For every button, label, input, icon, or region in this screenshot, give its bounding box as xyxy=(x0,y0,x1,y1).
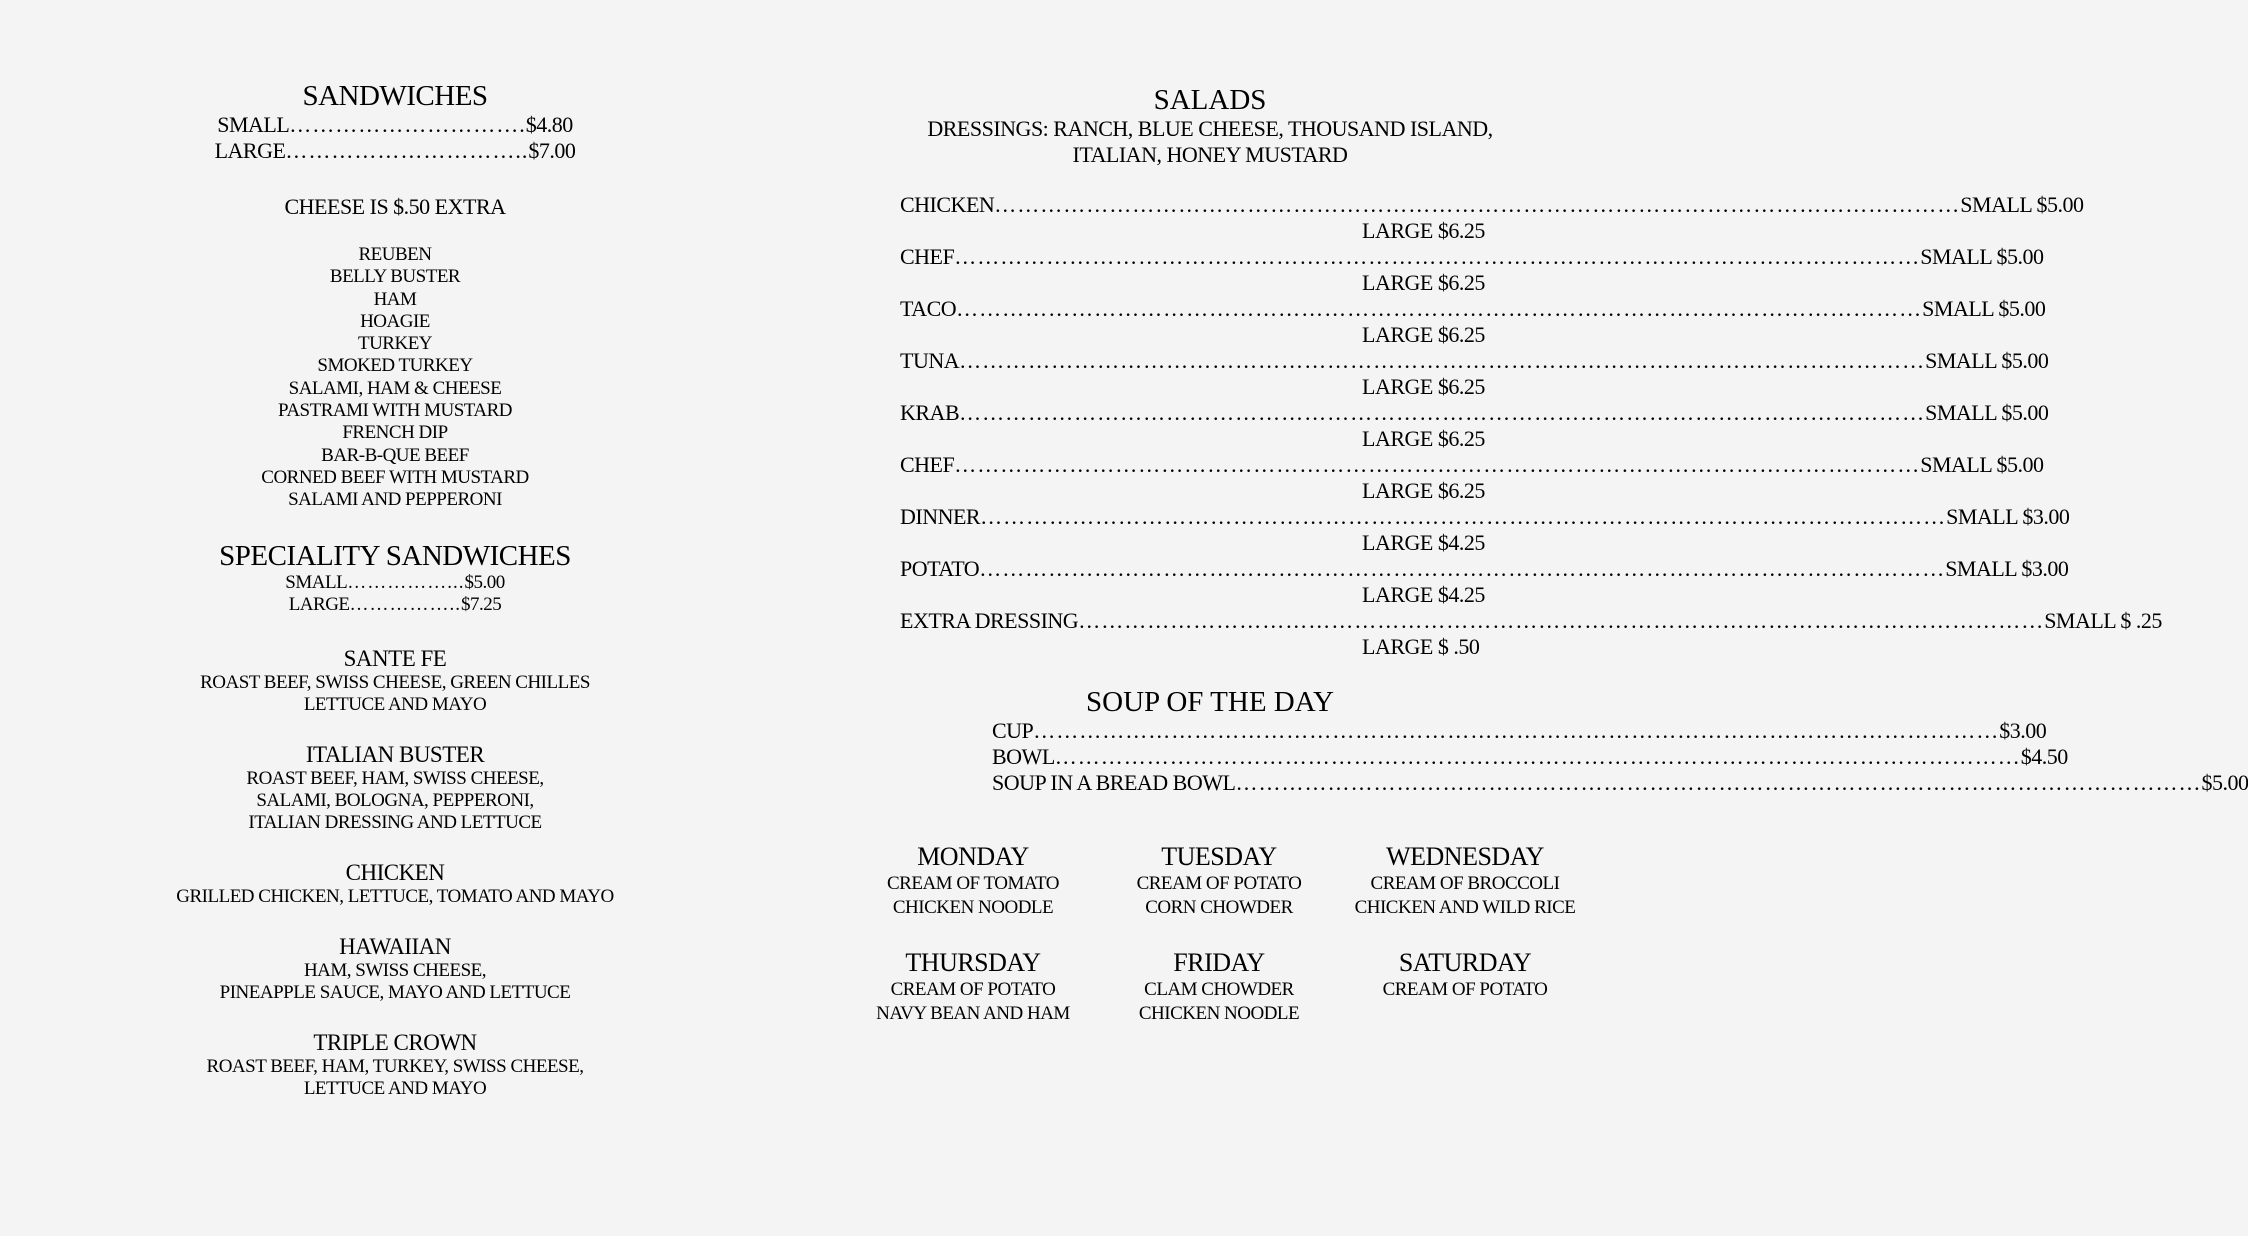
salad-name: TACO xyxy=(900,296,957,321)
salad-large-price: LARGE $6.25 xyxy=(1362,270,1485,295)
dot-leader: ……………………………………………………………………………………………………………… xyxy=(1054,744,2021,769)
salad-item xyxy=(900,348,2049,400)
salad-small-price: SMALL $3.00 xyxy=(1945,556,2069,581)
soup-price: $3.00 xyxy=(1999,718,2047,743)
specialty-item-triple-crown xyxy=(150,1030,640,1100)
price-label: LARGE xyxy=(214,138,286,163)
salad-name: EXTRA DRESSING xyxy=(900,608,1079,633)
salad-large-price: LARGE $4.25 xyxy=(1362,582,1485,607)
list-item: FRENCH DIP xyxy=(342,422,448,444)
day-soup: CHICKEN NOODLE xyxy=(1138,1003,1300,1024)
salad-name: DINNER xyxy=(900,504,981,529)
specialty-desc: ITALIAN DRESSING AND LETTUCE xyxy=(248,811,542,833)
soup-label: SOUP IN A BREAD BOWL xyxy=(992,770,1236,795)
salad-item xyxy=(900,608,2162,660)
list-item: REUBEN xyxy=(358,244,432,265)
day-name: SATURDAY xyxy=(1398,948,1532,977)
salad-large-price: LARGE $6.25 xyxy=(1362,374,1485,399)
salad-large-price: LARGE $4.25 xyxy=(1362,530,1485,555)
specialty-desc: GRILLED CHICKEN, LETTUCE, TOMATO AND MAYO xyxy=(176,885,614,907)
day-monday xyxy=(850,842,1096,920)
salad-name: KRAB xyxy=(900,400,960,425)
dot-leader: ……………………………………………………………………………………………………………… xyxy=(959,400,1926,425)
specialty-name: HAWAIIAN xyxy=(339,933,451,959)
right-column xyxy=(900,84,2248,796)
dot-leader: ……………………………………………………………………………………………………………… xyxy=(954,452,1921,477)
dot-leader: ……………………………………………………………………………………………………………… xyxy=(1078,608,2045,633)
salad-item xyxy=(900,192,2084,244)
salad-item xyxy=(900,504,2070,556)
salad-item xyxy=(900,244,2044,296)
soup-price: $4.50 xyxy=(2020,744,2068,769)
salad-name: CHICKEN xyxy=(900,192,995,217)
soup-price: $5.00 xyxy=(2201,770,2248,795)
salad-large-price: LARGE $ .50 xyxy=(1362,634,1480,659)
specialty-desc: HAM, SWISS CHEESE, xyxy=(303,959,487,981)
day-name: WEDNESDAY xyxy=(1386,842,1544,871)
salad-item xyxy=(900,452,2044,504)
salad-large-price: LARGE $6.25 xyxy=(1362,426,1485,451)
specialty-item-hawaiian xyxy=(150,934,640,1004)
salad-small-price: SMALL $5.00 xyxy=(1922,296,2046,321)
dot-leader: ……………………………………………………………………………………………………………… xyxy=(959,348,1926,373)
dot-leader: …………….. xyxy=(349,593,462,615)
price-value: $7.00 xyxy=(528,138,576,163)
day-soup: CREAM OF TOMATO xyxy=(887,873,1059,894)
dot-leader: ……………………………………………………………………………………………………………… xyxy=(994,192,1961,217)
soup-label: BOWL xyxy=(992,744,1055,769)
salad-large-price: LARGE $6.25 xyxy=(1362,478,1485,503)
salad-name: CHEF xyxy=(900,452,955,477)
day-tuesday xyxy=(1096,842,1342,920)
soup-price-bowl xyxy=(992,744,2068,770)
day-thursday xyxy=(850,948,1096,1026)
specialty-desc: LETTUCE AND MAYO xyxy=(303,693,487,715)
list-item: HOAGIE xyxy=(360,310,430,332)
cheese-note: CHEESE IS $.50 EXTRA xyxy=(284,194,506,219)
dressings-line: ITALIAN, HONEY MUSTARD xyxy=(1072,142,1348,167)
salad-small-price: SMALL $5.00 xyxy=(1960,192,2084,217)
list-item: HAM xyxy=(373,288,417,310)
specialty-name: TRIPLE CROWN xyxy=(313,1029,477,1055)
specialty-desc: ROAST BEEF, SWISS CHEESE, GREEN CHILLES xyxy=(200,671,590,693)
dot-leader: ……………………………………………………………………………………………………………… xyxy=(1033,718,2000,743)
salad-small-price: SMALL $5.00 xyxy=(1925,348,2049,373)
day-soup: CREAM OF BROCCOLI xyxy=(1370,873,1560,894)
dot-leader: ……………………………………………………………………………………………………………… xyxy=(1235,770,2202,795)
salad-large-price: LARGE $6.25 xyxy=(1362,218,1485,243)
salad-item xyxy=(900,296,2046,348)
day-friday xyxy=(1096,948,1342,1026)
salad-name: TUNA xyxy=(900,348,960,373)
salad-large-price: LARGE $6.25 xyxy=(1362,322,1485,347)
day-name: MONDAY xyxy=(917,842,1029,871)
day-soup: NAVY BEAN AND HAM xyxy=(876,1003,1070,1024)
dot-leader: ………………………….. xyxy=(285,138,529,163)
day-saturday xyxy=(1342,948,1588,1026)
salad-small-price: SMALL $ .25 xyxy=(2044,608,2162,633)
list-item: SMOKED TURKEY xyxy=(317,355,473,377)
salad-small-price: SMALL $3.00 xyxy=(1946,504,2070,529)
dot-leader: …………………………. xyxy=(289,112,526,137)
specialty-item-chicken xyxy=(150,860,640,908)
soup-title: SOUP OF THE DAY xyxy=(1086,686,1334,718)
day-soup: CREAM OF POTATO xyxy=(890,979,1056,1000)
soup-days-grid xyxy=(850,842,1590,1026)
specialty-item-italian-buster xyxy=(150,742,640,834)
sandwich-price-small xyxy=(150,112,640,138)
list-item: PASTRAMI WITH MUSTARD xyxy=(278,400,512,422)
specialty-desc: ROAST BEEF, HAM, SWISS CHEESE, xyxy=(246,767,544,789)
salad-name: POTATO xyxy=(900,556,980,581)
specialty-desc: LETTUCE AND MAYO xyxy=(303,1077,487,1099)
specialty-desc: PINEAPPLE SAUCE, MAYO AND LETTUCE xyxy=(219,981,571,1003)
specialty-item-sante-fe xyxy=(150,646,640,716)
salads-title: SALADS xyxy=(1153,84,1267,116)
price-value: $7.25 xyxy=(461,593,502,615)
soup-label: CUP xyxy=(992,718,1034,743)
list-item: BELLY BUSTER xyxy=(329,266,461,288)
salad-list xyxy=(900,192,2162,660)
price-value: $4.80 xyxy=(525,112,573,137)
dot-leader: ……………... xyxy=(347,571,465,593)
salad-item xyxy=(900,400,2049,452)
left-column xyxy=(150,80,640,1100)
list-item: CORNED BEEF WITH MUSTARD xyxy=(261,466,529,488)
specialty-price-small xyxy=(150,572,640,594)
soup-price-cup xyxy=(992,718,2047,744)
price-label: SMALL xyxy=(285,571,348,593)
day-wednesday xyxy=(1342,842,1588,920)
soup-price-bread-bowl xyxy=(992,770,2248,796)
dressings-line: DRESSINGS: RANCH, BLUE CHEESE, THOUSAND ISLAND, xyxy=(927,116,1493,141)
specialty-name: CHICKEN xyxy=(345,859,445,885)
dot-leader: ……………………………………………………………………………………………………………… xyxy=(954,244,1921,269)
specialty-name: SANTE FE xyxy=(343,645,447,671)
day-soup: CLAM CHOWDER xyxy=(1144,979,1294,1000)
sandwiches-title: SANDWICHES xyxy=(302,80,488,112)
day-name: TUESDAY xyxy=(1161,842,1277,871)
day-soup: CREAM OF POTATO xyxy=(1136,873,1302,894)
day-soup: CREAM OF POTATO xyxy=(1382,979,1548,1000)
list-item: SALAMI AND PEPPERONI xyxy=(288,489,502,511)
day-soup: CORN CHOWDER xyxy=(1145,897,1293,918)
sandwich-list xyxy=(150,244,640,512)
day-soup: CHICKEN AND WILD RICE xyxy=(1354,897,1576,918)
specialty-title: SPECIALITY SANDWICHES xyxy=(219,539,571,572)
price-label: LARGE xyxy=(288,593,350,615)
dot-leader: ……………………………………………………………………………………………………………… xyxy=(980,504,1947,529)
day-name: THURSDAY xyxy=(905,948,1041,977)
price-label: SMALL xyxy=(217,112,290,137)
day-soup: CHICKEN NOODLE xyxy=(892,897,1054,918)
salad-small-price: SMALL $5.00 xyxy=(1920,244,2044,269)
list-item: SALAMI, HAM & CHEESE xyxy=(288,377,502,399)
dot-leader: ……………………………………………………………………………………………………………… xyxy=(979,556,1946,581)
salad-name: CHEF xyxy=(900,244,955,269)
dot-leader: ……………………………………………………………………………………………………………… xyxy=(956,296,1923,321)
price-value: $5.00 xyxy=(464,571,505,593)
day-name: FRIDAY xyxy=(1173,948,1265,977)
salad-small-price: SMALL $5.00 xyxy=(1925,400,2049,425)
specialty-desc: ROAST BEEF, HAM, TURKEY, SWISS CHEESE, xyxy=(206,1055,584,1077)
salad-item xyxy=(900,556,2069,608)
list-item: BAR-B-QUE BEEF xyxy=(321,444,469,466)
list-item: TURKEY xyxy=(357,333,433,355)
specialty-price-large xyxy=(150,594,640,616)
sandwich-price-large xyxy=(150,138,640,164)
specialty-desc: SALAMI, BOLOGNA, PEPPERONI, xyxy=(256,789,534,811)
salad-small-price: SMALL $5.00 xyxy=(1920,452,2044,477)
specialty-name: ITALIAN BUSTER xyxy=(305,741,485,767)
